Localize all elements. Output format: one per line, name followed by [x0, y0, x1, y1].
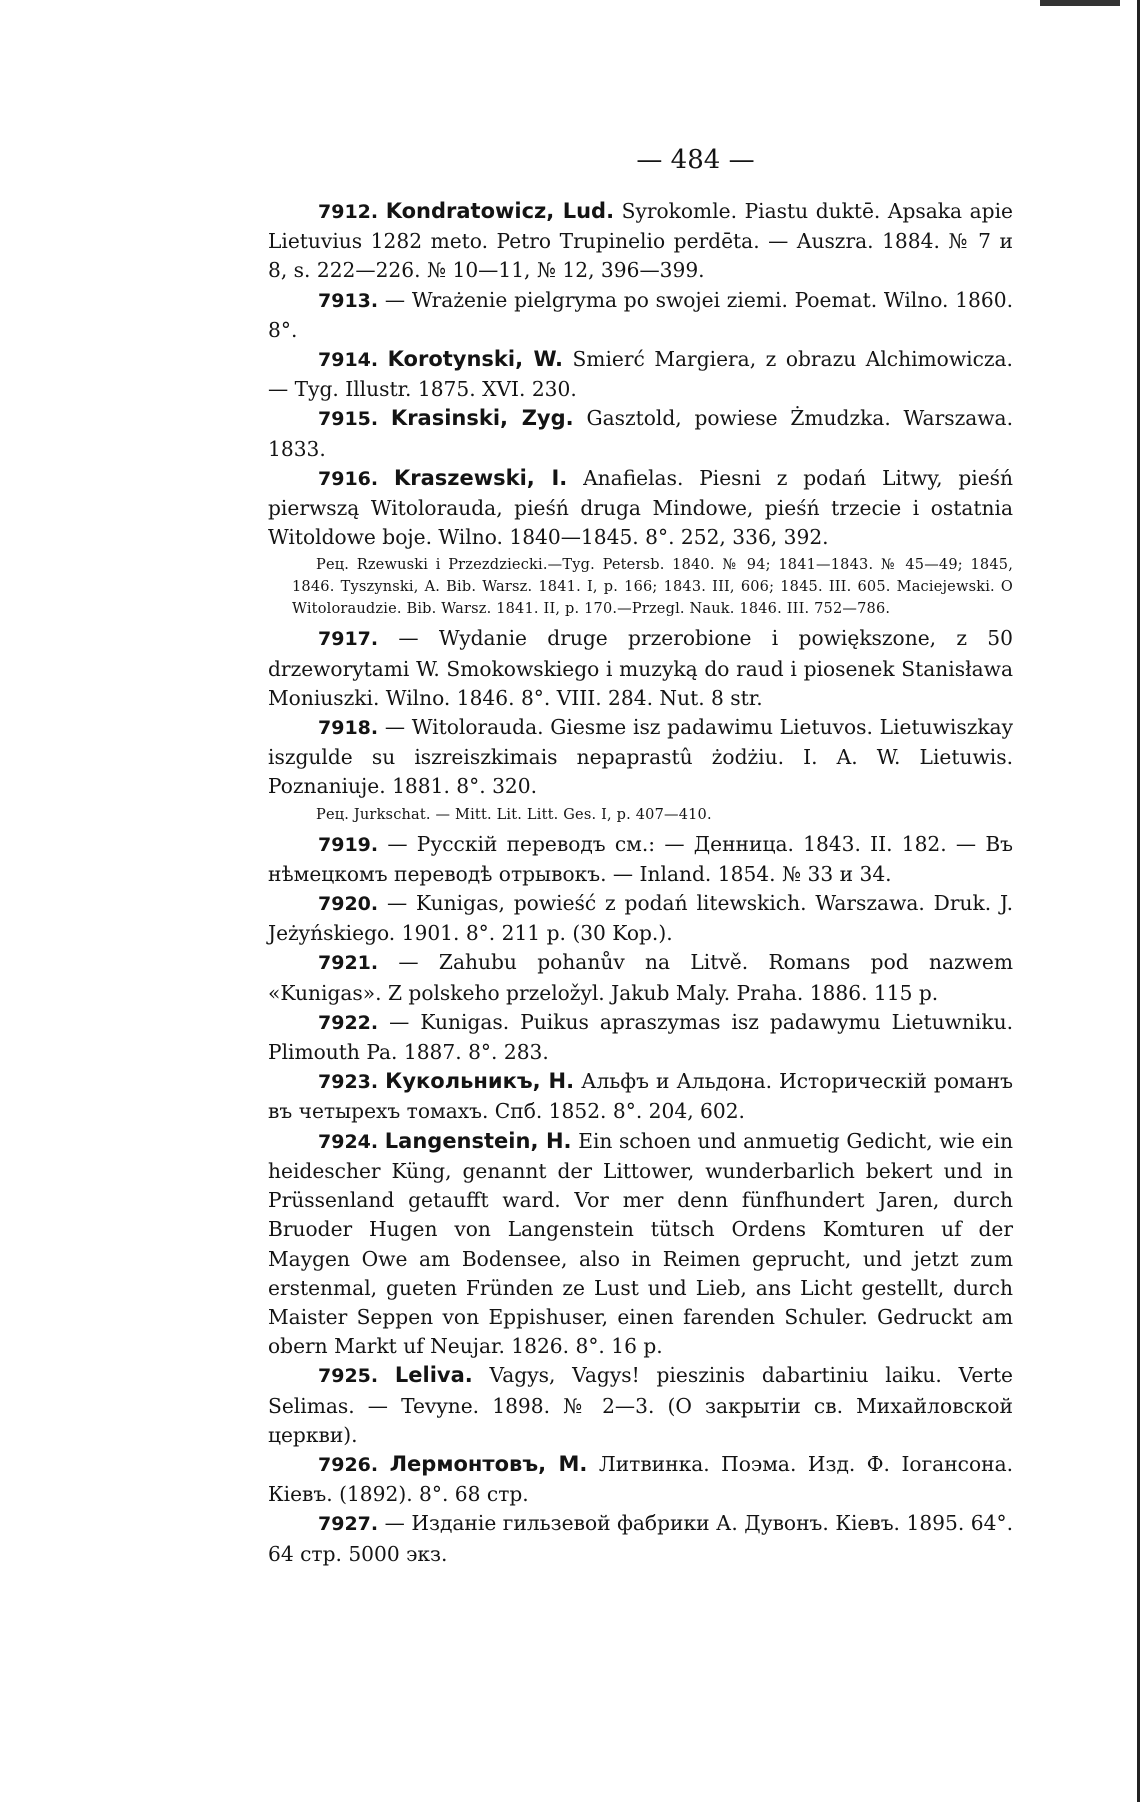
entry-list	[268, 197, 1013, 1569]
entry-7913	[268, 286, 1013, 345]
entry-number: 7927.	[318, 1513, 379, 1536]
entry-text: Альфъ и Альдона. Историческій романъ въ четырехъ томахъ. Спб. 1852. 8°. 204, 602.	[268, 1069, 1014, 1124]
entry-7916	[268, 464, 1013, 553]
entry-number: 7912.	[318, 201, 379, 223]
review-note-7918	[268, 804, 1013, 826]
entry-author: Kraszewski, I.	[393, 465, 568, 490]
entry-7925	[268, 1361, 1013, 1450]
review-text: Рец. Rzewuski i Przezdziecki.—Tyg. Petersb. 1840. № 94; 1841—1843. № 45—49; 1845, 1846. Tyszynski, A. Bib. Warsz. 1841. I, p. 166; 1843. III, 606; 1845. III. 605. Maciejewski. O Witoloraudzie. Bib. Warsz. 1841. II, p. 170.—Przegl. Nauk. 1846. III. 752—786.	[292, 557, 1013, 618]
entry-author: Кукольникъ, Н.	[385, 1069, 575, 1094]
entry-author: Лермонтовъ, М.	[389, 1451, 588, 1476]
entry-number: 7913.	[318, 289, 379, 312]
entry-7912	[268, 197, 1013, 286]
entry-text: Anafielas. Piesni z podań Litwy, pieśń pierwszą Witolorauda, pieśń druga Mindowe, pieśń trzecie i ostatnia Witoldowe boje. Wilno. 1840—1845. 8°. 252, 336, 392.	[268, 465, 1014, 550]
entry-text: — Изданіе гильзевой фабрики А. Дувонъ. Кіевъ. 1895. 64°. 64 стр. 5000 экз.	[268, 1511, 1014, 1566]
entry-7921	[268, 948, 1013, 1007]
entry-7926	[268, 1450, 1013, 1509]
entry-7915	[268, 404, 1013, 463]
entry-number: 7922.	[318, 1011, 379, 1034]
entry-text: Литвинка. Поэма. Изд. Ф. Іогансона. Кіевъ. (1892). 8°. 68 стр.	[268, 1451, 1014, 1507]
entry-number: 7921.	[318, 952, 379, 975]
entry-text: — Kunigas. Puikus apraszymas isz padawymu Lietuwniku. Plimouth Pa. 1887. 8°. 283.	[268, 1009, 1013, 1065]
entry-7919	[268, 830, 1013, 889]
entry-number: 7914.	[318, 349, 379, 372]
entry-7923	[268, 1067, 1013, 1126]
entry-text: — Русскій переводъ см.: — Денница. 1843. II. 182. — Въ нѣмецкомъ переводѣ отрывокъ. — Inland. 1854. № 33 и 34.	[268, 831, 1013, 886]
entry-text: — Witolorauda. Giesme isz padawimu Lietuvos. Lietuwiszkay iszgulde su iszreiszkimais nepaprastû żodżiu. I. A. W. Lietuwis. Poznaniuje. 1881. 8°. 320.	[268, 715, 1014, 799]
entry-text: Smierć Margiera, z obrazu Alchimowicza. — Tyg. Illustr. 1875. XVI. 230.	[268, 347, 1013, 402]
entry-number: 7920.	[318, 893, 379, 916]
document-page	[268, 145, 1013, 1569]
entry-number: 7926.	[318, 1453, 379, 1476]
review-note-7916	[268, 554, 1013, 620]
entry-text: Ein schoen und anmuetig Gedicht, wie ein heidescher Küng, genannt der Littower, wunderbarlich bekert und in Prüssenland getaufft ward. Vor mer denn fünfhundert Jaren, durch Bruoder Hugen von Langenstein tütsch Ordens Komturen uf der Maygen Owe am Bodensee, also in Reimen geprucht, und jetzt zum erstenmal, gueten Fründen ze Lust und Lieb, ans Licht gestellt, durch Maister Seppen von Eppishuser, einen farenden Schuler. Gedruckt am obern Markt uf Neujar. 1826. 8°. 16 p.	[268, 1128, 1014, 1359]
entry-7927	[268, 1509, 1013, 1568]
entry-text: — Wrażenie pielgryma po swojei ziemi. Poemat. Wilno. 1860. 8°.	[268, 287, 1013, 342]
scan-edge-mark	[1040, 0, 1120, 6]
entry-number: 7925.	[318, 1365, 379, 1388]
entry-number: 7918.	[318, 717, 379, 740]
entry-text: — Wydanie druge przerobione i powiększone, z 50 drzeworytami W. Smokowskiego i muzyką do raud i piosenek Stanisława Moniuszki. Wilno. 1846. 8°. VIII. 284. Nut. 8 str.	[268, 626, 1013, 710]
entry-author: Krasinski, Zyg.	[390, 406, 574, 431]
entry-7917	[268, 624, 1013, 713]
entry-number: 7919.	[318, 833, 379, 856]
entry-number: 7915.	[318, 408, 379, 431]
entry-text: Vagys, Vagys! pieszinis dabartiniu laiku. Verte Selimas. — Tevyne. 1898. № 2—3. (О закрытіи св. Михайловской церкви).	[268, 1363, 1013, 1447]
entry-author: Kondratowicz, Lud.	[385, 199, 615, 223]
entry-number: 7916.	[318, 467, 379, 490]
entry-text: Gasztold, powiese Żmudzka. Warszawa. 1833.	[268, 406, 1014, 461]
entry-7920	[268, 889, 1013, 948]
entry-author: Langenstein, H.	[384, 1128, 572, 1153]
entry-7918	[268, 713, 1013, 802]
entry-number: 7923.	[318, 1071, 379, 1094]
entry-number: 7917.	[318, 628, 379, 651]
entry-7914	[268, 345, 1013, 404]
entry-author: Leliva.	[394, 1363, 473, 1388]
entry-text: Syrokomle. Piastu duktē. Apsaka apie Lietuvius 1282 meto. Petro Trupinelio perdēta. — Auszra. 1884. № 7 и 8, s. 222—226. № 10—11, № 12, 396—399.	[268, 199, 1013, 283]
entry-text: — Zahubu pohanův na Litvě. Romans pod nazwem «Kunigas». Z polskeho przeložyl. Jakub Maly. Praha. 1886. 115 p.	[268, 950, 1013, 1005]
entry-7924	[268, 1127, 1013, 1362]
page-number: — 484 —	[636, 145, 755, 175]
entry-text: — Kunigas, powieść z podań litewskich. Warszawa. Druk. J. Jeżyńskiego. 1901. 8°. 211 p. (30 Kop.).	[268, 891, 1013, 946]
entry-author: Korotynski, W.	[387, 347, 563, 372]
entry-7922	[268, 1008, 1013, 1067]
entry-number: 7924.	[318, 1130, 379, 1153]
review-text: Рец. Jurkschat. — Mitt. Lit. Litt. Ges. I, p. 407—410.	[316, 806, 712, 823]
